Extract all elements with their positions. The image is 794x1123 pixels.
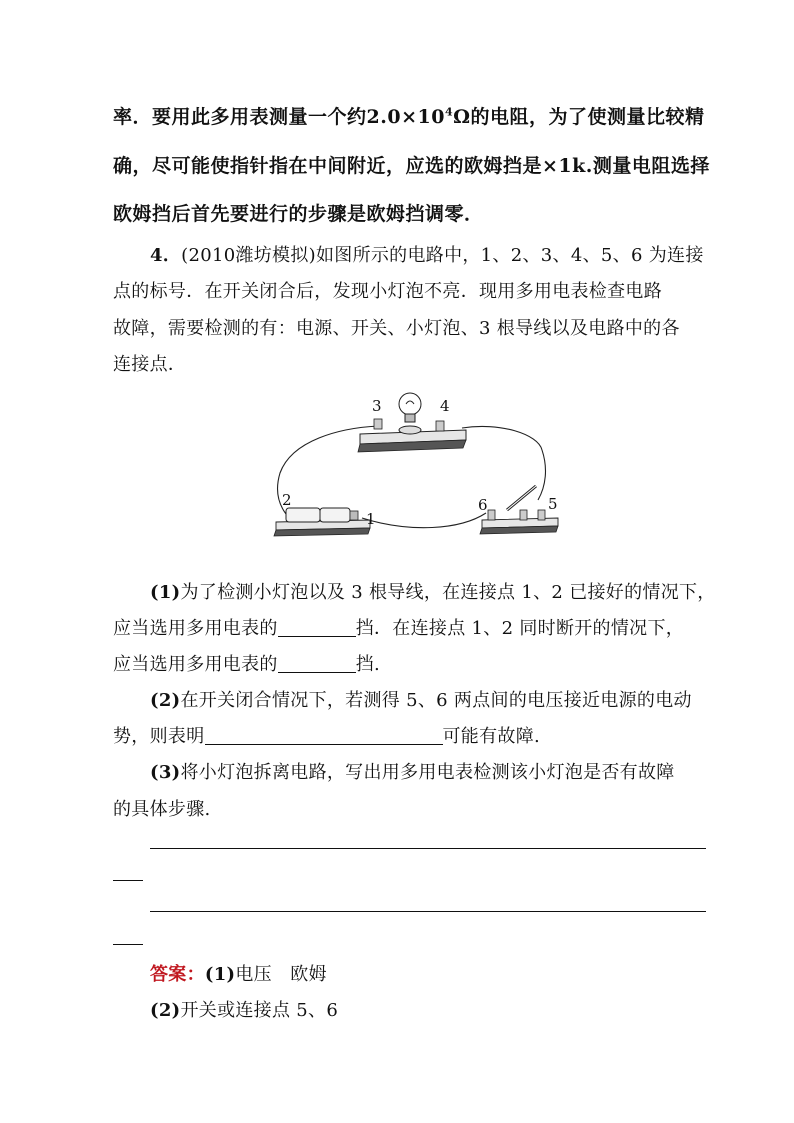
label-3: 3	[372, 397, 382, 415]
label-2: 2	[282, 491, 292, 509]
sub-1-line-2	[113, 614, 684, 640]
label-1: 1	[366, 510, 376, 528]
sub-1-line-1	[150, 578, 716, 604]
sub-2-line-2-b: 可能有故障.	[442, 726, 541, 747]
sub-3-line-2: 的具体步骤.	[113, 799, 211, 820]
question-4-line-3: 故障，需要检测的有：电源、开关、小灯泡、3 根导线以及电路中的各	[113, 318, 680, 339]
writing-line-2[interactable]	[150, 911, 706, 912]
sub-3-line-1	[150, 758, 675, 784]
sub-1-line-3-b: 挡.	[355, 654, 381, 675]
sub-1-line-3-a: 应当选用多用电表的	[113, 654, 278, 675]
sub-3-text: 将小灯泡拆离电路，写出用多用电表检测该小灯泡是否有故障	[180, 762, 675, 783]
sub-2-line-2-a: 势，则表明	[113, 726, 205, 747]
sub-2-line-2	[113, 722, 540, 748]
writing-line-1[interactable]	[150, 848, 706, 849]
writing-line-1-tail	[113, 880, 143, 881]
question-4-line-2: 点的标号．在开关闭合后，发现小灯泡不亮．现用多用电表检查电路	[113, 281, 662, 302]
sub-2-text: 在开关闭合情况下，若测得 5、6 两点间的电压接近电源的电动	[180, 690, 692, 711]
resistance-value: 2.0×10	[366, 106, 445, 128]
answer-line-1	[150, 960, 327, 986]
sub-3-number: (3)	[150, 762, 181, 783]
top-line-2: 确，尽可能使指针指在中间附近，应选的欧姆挡是×1k.测量电阻选择	[113, 155, 710, 177]
answer-line-2	[150, 996, 338, 1022]
battery-board	[274, 508, 370, 536]
answer-2-text: 开关或连接点 5、6	[180, 1000, 339, 1021]
answer-blank-1[interactable]	[278, 618, 356, 637]
circuit-diagram	[270, 388, 570, 548]
question-4-line-4: 连接点．	[113, 354, 187, 375]
answer-1-number: (1)	[204, 964, 236, 985]
wire-bottom	[362, 513, 486, 528]
answer-blank-2[interactable]	[278, 654, 356, 673]
top-line-1	[113, 102, 705, 129]
label-5: 5	[548, 495, 558, 513]
bulb	[399, 393, 421, 434]
sub-1-line-2-a: 应当选用多用电表的	[113, 618, 278, 639]
label-6: 6	[478, 496, 488, 514]
sub-1-line-2-b: 挡．在连接点 1、2 同时断开的情况下，	[355, 618, 685, 639]
switch-board	[480, 486, 558, 534]
sub-2-line-1	[150, 686, 692, 712]
question-number: 4．	[150, 245, 182, 266]
writing-line-2-tail	[113, 944, 143, 945]
answer-2-number: (2)	[150, 1000, 181, 1021]
answer-label: 答案：	[150, 964, 205, 985]
sub-1-text: 为了检测小灯泡以及 3 根导线，在连接点 1、2 已接好的情况下，	[180, 582, 716, 603]
sub-1-line-3	[113, 650, 380, 676]
top-line-1-a: 率．要用此多用表测量一个约	[113, 106, 367, 128]
answer-blank-3[interactable]	[205, 726, 443, 745]
question-line-1-rest: 如图所示的电路中，1、2、3、4、5、6 为连接	[315, 245, 704, 266]
resistance-exponent: 4	[444, 105, 454, 119]
sub-2-number: (2)	[150, 690, 181, 711]
top-line-3: 欧姆挡后首先要进行的步骤是欧姆挡调零．	[113, 203, 484, 225]
question-4-line-1	[150, 241, 704, 267]
label-4: 4	[440, 397, 450, 415]
question-source: (2010潍坊模拟)	[181, 245, 316, 266]
answer-1-text: 电压 欧姆	[235, 964, 327, 985]
top-line-1-b: 的电阻，为了使测量比较精	[470, 106, 705, 128]
resistance-unit: Ω	[453, 106, 471, 128]
sub-1-number: (1)	[150, 582, 181, 603]
